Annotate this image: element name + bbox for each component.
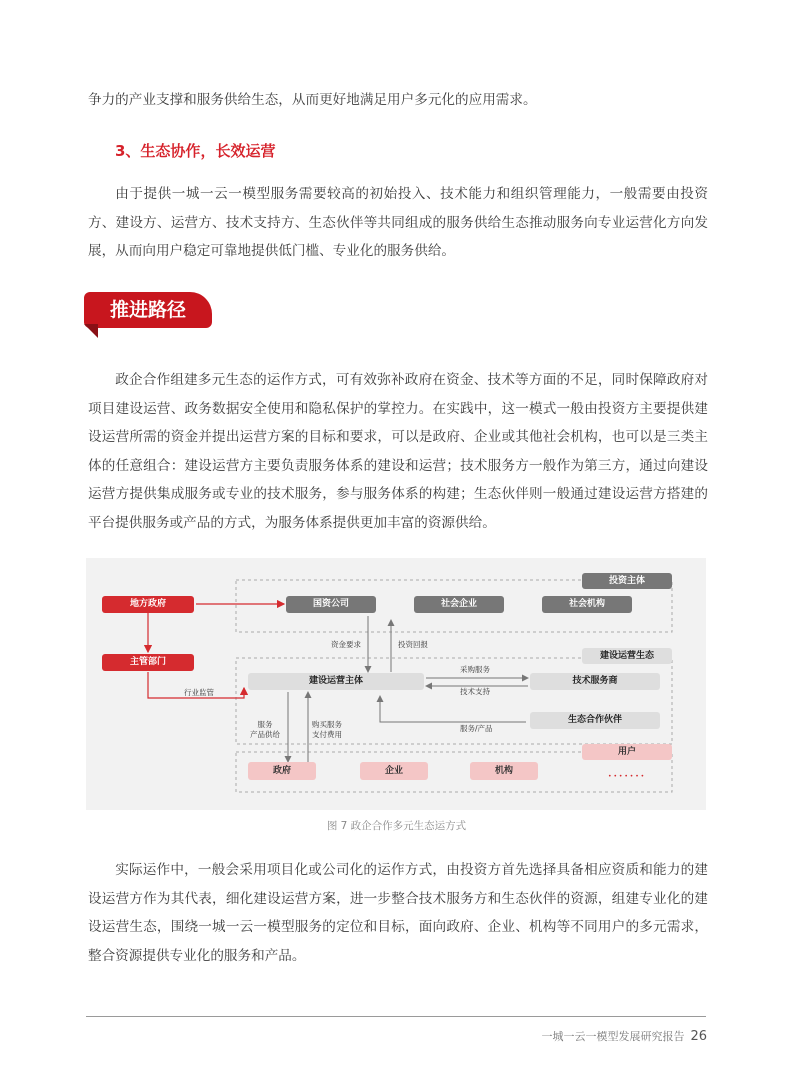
label-purchase-service: 购买服务 支付费用 bbox=[312, 720, 342, 739]
label-industry-regulation: 行业监管 bbox=[184, 688, 214, 697]
paragraph-path: 政企合作组建多元生态的运作方式，可有效弥补政府在资金、技术等方面的不足，同时保障政府对项目建设运营、政务数据安全使用和隐私保护的掌控力。在实践中，这一模式一般由投资方主要提供建设运营所需的资金并提出运营方案的目标和要求，可以是政府、企业或其他社会机构，也可以是三类主体的任意组合：建设运营方主要负责服务体系的建设和运营；技术服务方一般作为第三方，通过向建设运营方提供集成服务或专业的技术服务，参与服务体系的构建；生态伙伴则一般通过建设运营方搭建的平台提供服务或产品的方式，为服务体系提供更加丰富的资源供给。 bbox=[88, 372, 708, 531]
ecosystem-diagram bbox=[86, 558, 706, 810]
node-social-org: 社会机构 bbox=[542, 596, 632, 613]
label-tech-support: 技术支持 bbox=[460, 687, 490, 696]
node-social-enterprise: 社会企业 bbox=[414, 596, 504, 613]
node-state-company: 国资公司 bbox=[286, 596, 376, 613]
node-local-government: 地方政府 bbox=[102, 596, 194, 613]
label-investor: 投资主体 bbox=[582, 573, 672, 589]
page-footer bbox=[541, 1028, 707, 1044]
label-service-product: 服务/产品 bbox=[460, 724, 493, 733]
paragraph-top: 争力的产业支撑和服务供给生态，从而更好地满足用户多元化的应用需求。 bbox=[88, 92, 537, 108]
label-procurement: 采购服务 bbox=[460, 665, 490, 674]
label-investment-return: 投资回报 bbox=[398, 640, 428, 649]
node-user-enterprise: 企业 bbox=[360, 762, 428, 780]
footer-title: 一城一云一模型发展研究报告 bbox=[541, 1030, 685, 1043]
label-users: 用户 bbox=[582, 744, 672, 760]
node-tech-provider: 技术服务商 bbox=[530, 673, 660, 690]
subheading: 3、生态协作，长效运营 bbox=[115, 142, 276, 160]
label-service-supply: 服务 产品供给 bbox=[250, 720, 280, 739]
label-ecosystem: 建设运营生态 bbox=[582, 648, 672, 664]
user-ellipsis-dots: • • • • • • • bbox=[608, 773, 645, 780]
figure-caption: 图 7 政企合作多元生态运方式 bbox=[326, 820, 467, 832]
node-competent-department: 主管部门 bbox=[102, 654, 194, 671]
page-number: 26 bbox=[690, 1029, 707, 1044]
node-eco-partner: 生态合作伙伴 bbox=[530, 712, 660, 729]
section-banner: 推进路径 bbox=[84, 292, 212, 328]
paragraph-practice: 实际运作中，一般会采用项目化或公司化的运作方式，由投资方首先选择具备相应资质和能力的建设运营方作为其代表，细化建设运营方案，进一步整合技术服务方和生态伙伴的资源，组建专业化的建设运营生态，围绕一城一云一模型服务的定位和目标，面向政府、企业、机构等不同用户的多元需求，整合资源提供专业化的服务和产品。 bbox=[88, 862, 708, 964]
footer-divider bbox=[86, 1016, 706, 1017]
paragraph-ecology: 由于提供一城一云一模型服务需要较高的初始投入、技术能力和组织管理能力，一般需要由投资方、建设方、运营方、技术支持方、生态伙伴等共同组成的服务供给生态推动服务向专业运营化方向发展，从而向用户稳定可靠地提供低门槛、专业化的服务供给。 bbox=[88, 186, 708, 259]
node-user-organization: 机构 bbox=[470, 762, 538, 780]
node-user-government: 政府 bbox=[248, 762, 316, 780]
node-operator: 建设运营主体 bbox=[248, 673, 424, 690]
label-capital-requirement: 资金要求 bbox=[331, 640, 361, 649]
